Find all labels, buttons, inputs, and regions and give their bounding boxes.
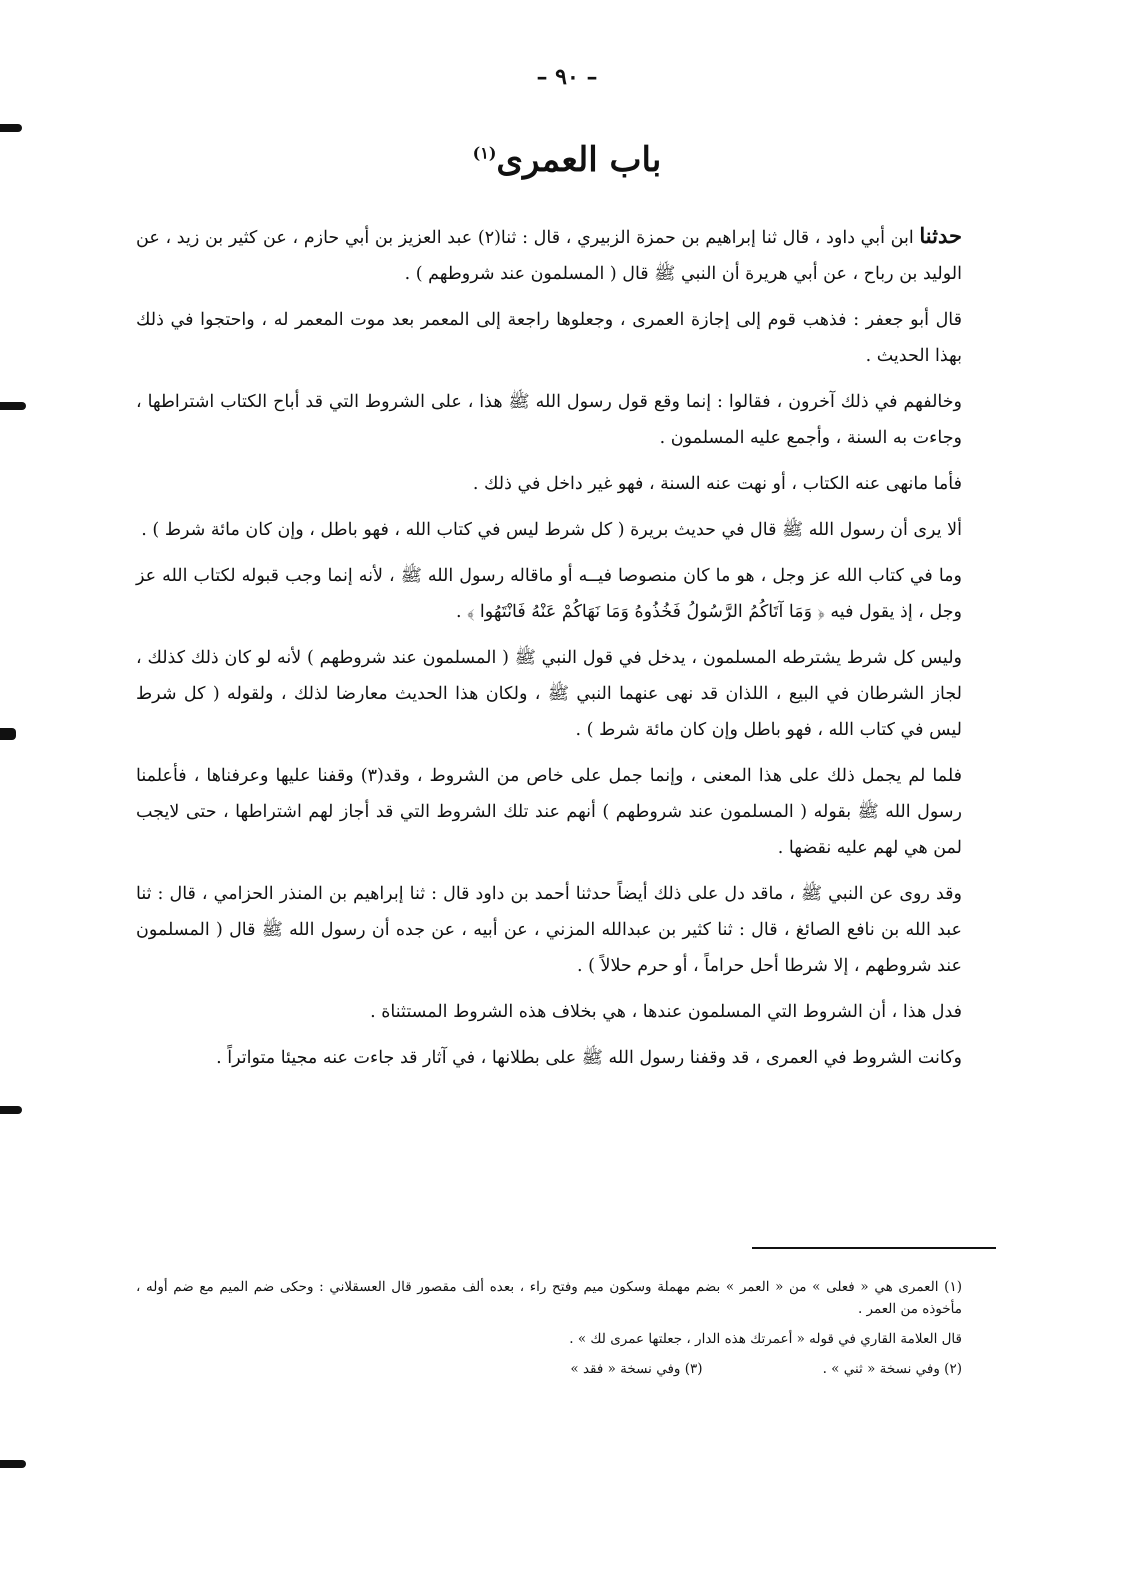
paragraph-10: فدل هذا ، أن الشروط التي المسلمون عندها ، هي بخلاف هذه الشروط المستثناة . bbox=[370, 1002, 962, 1022]
paragraph-1 bbox=[136, 218, 962, 292]
paragraph-7: وليس كل شرط يشترطه المسلمون ، يدخل في قول النبي ﷺ ( المسلمون عند شروطهم ) لأنه لو كان ذلك كذلك ، لجاز الشرطان في البيع ، اللذان قد نهى عنهما النبي ﷺ ، ولكان هذا الحديث معارضا لذلك ، ولقوله ( كل شرط ليس في كتاب الله ، فهو باطل وإن كان مائة شرط ) . bbox=[136, 648, 962, 740]
scan-mark-5 bbox=[0, 1460, 26, 1468]
footnote-2: (٢) وفي نسخة « ثني » . bbox=[822, 1361, 962, 1377]
footnote-1: (١) العمرى هي « فعلى » من « العمر » بضم مهملة وسكون ميم وفتح راء ، بعده ألف مقصور قال العسقلاني : وحكى ضم الميم مع ضم أوله ، مأخوذه من العمر . bbox=[136, 1279, 962, 1317]
scan-mark-2 bbox=[0, 402, 26, 410]
paragraph-1-text: ابن أبي داود ، قال ثنا إبراهيم بن حمزة الزبيري ، قال : ثنا(٢) عبد العزيز بن أبي حازم ، عن كثير بن زيد ، عن الوليد بن رباح ، عن أبي هريرة أن النبي ﷺ قال ( المسلمون عند شروطهم ) . bbox=[136, 228, 962, 284]
scan-mark-4 bbox=[0, 1106, 22, 1114]
footnote-1-continued: قال العلامة القاري في قوله « أعمرتك هذه الدار ، جعلتها عمرى لك » . bbox=[569, 1331, 962, 1347]
page-number: – ٩٠ – bbox=[536, 64, 598, 90]
paragraph-4: فأما مانهى عنه الكتاب ، أو نهت عنه السنة ، فهو غير داخل في ذلك . bbox=[472, 474, 962, 494]
paragraph-9: وقد روى عن النبي ﷺ ، ماقد دل على ذلك أيضاً حدثنا أحمد بن داود قال : ثنا إبراهيم بن المنذر الحزامي ، قال : ثنا عبد الله بن نافع الصائغ ، قال : ثنا كثير بن عبدالله المزني ، عن أبيه ، عن جده أن رسول الله ﷺ قال ( المسلمون عند شروطهم ، إلا شرطا أحل حراماً ، أو حرم حلالاً ) . bbox=[136, 884, 962, 976]
paragraph-2: قال أبو جعفر : فذهب قوم إلى إجازة العمرى ، وجعلوها راجعة إلى المعمر بعد موت المعمر له ، واحتجوا في ذلك بهذا الحديث . bbox=[136, 310, 962, 366]
paragraph-6: وما في كتاب الله عز وجل ، هو ما كان منصوصا فيــه أو ماقاله رسول الله ﷺ ، لأنه إنما وجب قبوله لكتاب الله عز وجل ، إذ يقول فيه ﴿ وَمَا آتَاكُمُ الرَّسُولُ فَخُذُوهُ وَمَا نَهَاكُمْ عَنْهُ فَانْتَهُوا ﴾ . bbox=[136, 566, 962, 622]
paragraph-3: وخالفهم في ذلك آخرون ، فقالوا : إنما وقع قول رسول الله ﷺ هذا ، على الشروط التي قد أباح الكتاب اشتراطها ، وجاءت به السنة ، وأجمع عليه المسلمون . bbox=[136, 392, 962, 448]
footnote-row bbox=[136, 1358, 962, 1380]
paragraph-8: فلما لم يجمل ذلك على هذا المعنى ، وإنما جمل على خاص من الشروط ، وقد(٣) وقفنا عليها وعرفناها ، فأعلمنا رسول الله ﷺ بقوله ( المسلمون عند شروطهم ) أنهم عند تلك الشروط التي قد أجاز لهم اشتراطها ، حتى لايجب لمن هي لهم عليه نقضها . bbox=[136, 766, 962, 858]
scan-mark-3 bbox=[0, 728, 16, 740]
paragraph-11: وكانت الشروط في العمرى ، قد وقفنا رسول الله ﷺ على بطلانها ، في آثار قد جاءت عنه مجيئا متواتراً . bbox=[216, 1048, 962, 1068]
paragraph-5: ألا يرى أن رسول الله ﷺ قال في حديث بريرة ( كل شرط ليس في كتاب الله ، فهو باطل ، وإن كان مائة شرط ) . bbox=[141, 520, 962, 540]
chapter-title-text: باب العمرى bbox=[496, 140, 662, 180]
scan-mark-1 bbox=[0, 124, 22, 132]
body-text bbox=[136, 218, 962, 1086]
footnotes bbox=[136, 1276, 962, 1380]
footnote-3: (٣) وفي نسخة « فقد » bbox=[570, 1361, 703, 1377]
hadith-lead-word: حدثنا bbox=[919, 223, 962, 248]
footnote-divider bbox=[752, 1247, 996, 1249]
chapter-title bbox=[0, 140, 1134, 180]
chapter-title-note: (١) bbox=[472, 143, 497, 163]
